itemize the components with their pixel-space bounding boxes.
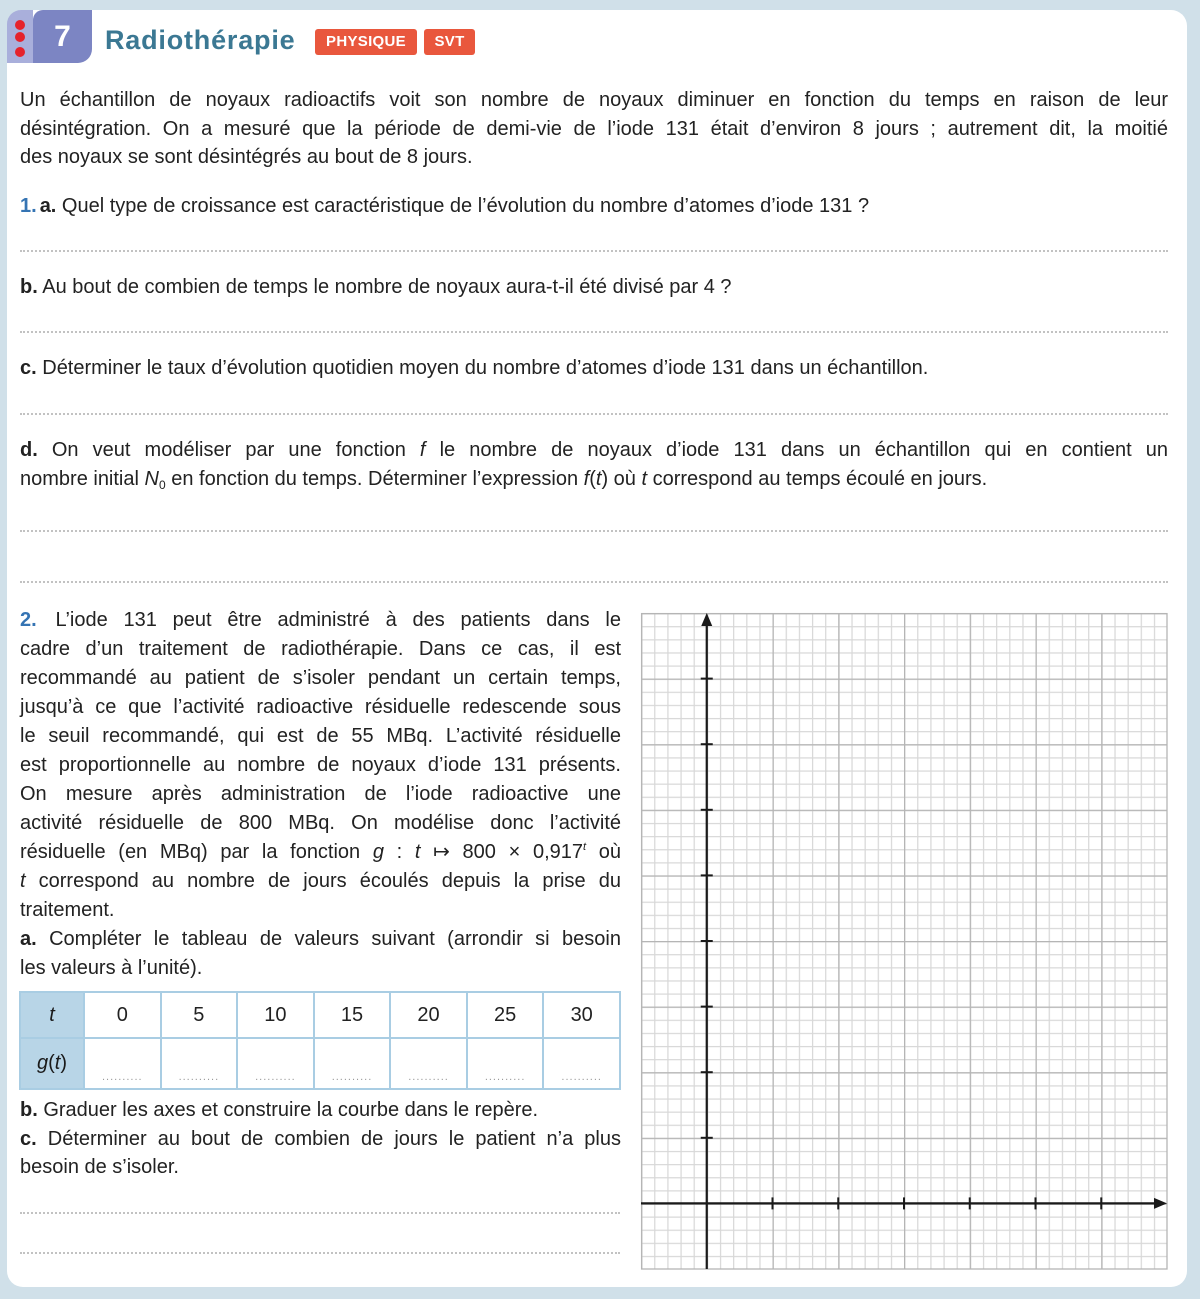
text-line: On mesure après administration de l’iode radioactive une [20,783,621,805]
values-table [19,991,621,1090]
question-number: 2. [20,609,37,631]
text-line: c. Déterminer le taux d’évolution quotidien moyen du nombre d’atomes d’iode 131 dans un échantillon. [20,357,929,379]
math-variable: t [414,841,421,863]
t-value-cell: 30 [543,992,620,1038]
answer-line[interactable] [20,250,1168,252]
table-row-t [20,992,620,1038]
question-1d [20,436,1168,494]
text-line: jusqu’à ce que l’activité radioactive résiduelle redescende sous [20,696,621,718]
text-line: g(t) [36,1052,68,1074]
table-row-g [20,1038,620,1089]
bold-label: c. [20,357,37,379]
math-variable: f [583,468,590,490]
answer-line[interactable] [20,413,1168,415]
t-value-cell: 0 [84,992,161,1038]
intro-paragraph [20,86,1168,172]
difficulty-dot-icon [15,20,25,30]
text-line: les valeurs à l’unité). [20,957,203,979]
t-value-cell: 25 [467,992,544,1038]
subject-tag-physique: PHYSIQUE [315,29,417,55]
g-value-blank[interactable]: .......... [314,1038,391,1089]
text-line [21,1004,83,1027]
question-2c [20,1125,621,1182]
row-header-t [20,992,84,1038]
text-line: d. On veut modéliser par une fonction f le nombre de noyaux d’iode 131 dans un échantillon qui en contient un [20,439,1168,461]
question-2a [20,925,621,983]
text-line: b. Au bout de combien de temps le nombre de noyaux aura-t-il été divisé par 4 ? [20,276,732,298]
superscript: t [583,841,587,853]
answer-line[interactable] [20,1252,620,1254]
math-variable: g [372,841,384,863]
bold-label: a. [39,195,57,217]
question-1c [20,354,1168,383]
text-line: nombre initial $N_0$ en fonction du temps. Déterminer l’expression f(t) où t correspond au temps écoulé en jours. [20,468,988,492]
t-value-cell: 15 [314,992,391,1038]
question-2b [20,1096,621,1125]
question-2-statement [20,606,621,925]
text-line: recommandé au patient de s’isoler pendant un certain temps, [20,667,621,689]
text-line: Un échantillon de noyaux radioactifs voit son nombre de noyaux diminuer en fonction du temps en raison de leur [20,89,1168,111]
bold-label: d. [20,439,38,461]
exercise-number: 7 [33,10,92,63]
text-line: t correspond au nombre de jours écoulés depuis la prise du [20,870,621,892]
text-line: est proportionnelle au nombre de noyaux d’iode 131 présents. [20,754,621,776]
text-line: le seuil recommandé, qui est de 55 MBq. L’activité résiduelle [20,725,621,747]
math-variable: t [49,1003,55,1026]
question-1a [20,192,1168,221]
t-value-cell: 20 [390,992,467,1038]
g-value-blank[interactable]: .......... [467,1038,544,1089]
answer-line[interactable] [20,331,1168,333]
graph-grid[interactable] [641,613,1168,1270]
text-line: besoin de s’isoler. [20,1156,179,1179]
exercise-title: Radiothérapie [105,25,296,55]
subject-tag-svt: SVT [424,29,475,55]
g-value-blank[interactable]: .......... [237,1038,314,1089]
g-value-blank[interactable]: .......... [84,1038,161,1089]
row-header-g [20,1038,84,1089]
question-1b [20,273,1168,302]
g-value-blank[interactable]: .......... [543,1038,620,1089]
subscript: 0 [158,478,166,492]
math-variable: t [595,468,602,490]
text-line: résiduelle (en MBq) par la fonction g : t ↦ $800 \times 0,917^t$ où [20,841,621,863]
g-value-blank[interactable]: .......... [390,1038,467,1089]
text-line: cadre d’un traitement de radiothérapie. Dans ce cas, il est [20,638,621,660]
math-variable: g [36,1052,49,1074]
text-line: b. Graduer les axes et construire la courbe dans le repère. [20,1099,539,1121]
answer-line[interactable] [20,530,1168,532]
t-value-cell: 10 [237,992,314,1038]
answer-line[interactable] [20,1212,620,1214]
math-variable: t [641,468,648,490]
bold-label: a. [20,928,37,950]
text-line: des noyaux se sont désintégrés au bout de 8 jours. [20,146,473,169]
bold-label: b. [20,276,38,298]
major-grid-lines [641,613,1167,1269]
text-line: a. Compléter le tableau de valeurs suivant (arrondir si besoin [20,928,621,950]
difficulty-dot-icon [15,47,25,57]
text-line: 1. a. Quel type de croissance est caractéristique de l’évolution du nombre d’atomes d’iode 131 ? [20,195,870,217]
t-value-cell: 5 [161,992,238,1038]
math-variable: t [54,1052,61,1074]
text-line: activité résiduelle de 800 MBq. On modélise donc l’activité [20,812,621,834]
bold-label: b. [20,1099,38,1121]
text-line: traitement. [20,899,115,921]
answer-line[interactable] [20,581,1168,583]
question-number: 1. [20,195,37,217]
difficulty-dot-icon [15,32,25,42]
text-line: c. Déterminer au bout de combien de jours le patient n’a plus [20,1127,621,1150]
text-line: 2. L’iode 131 peut être administré à des patients dans le [20,609,621,631]
math-variable: N [144,468,159,490]
bold-label: c. [20,1127,37,1150]
math-variable: t [20,870,26,892]
g-value-blank[interactable]: .......... [161,1038,238,1089]
text-line: désintégration. On a mesuré que la période de demi-vie de l’iode 131 était d’environ 8 jours ; autrement dit, la moitié [20,117,1168,140]
math-variable: f [419,439,426,461]
